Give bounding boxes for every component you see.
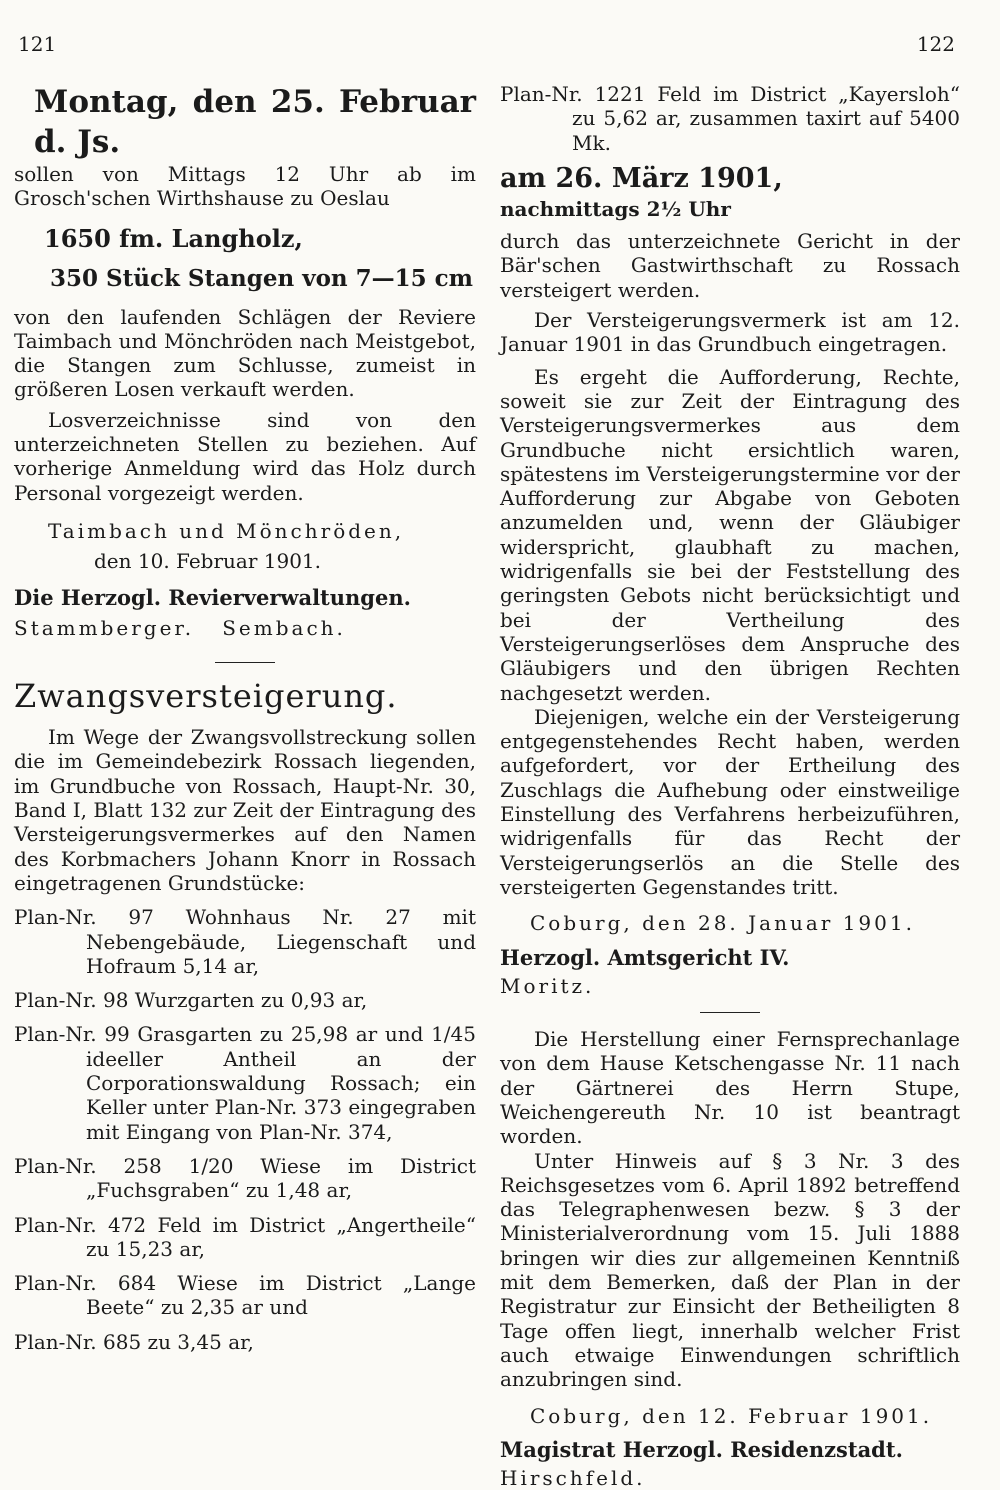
page-number-right: 122	[916, 32, 955, 56]
plot-item: Plan-Nr. 258 1/20 Wiese im District „Fuchsgraben“ zu 1,48 ar,	[14, 1153, 476, 1203]
auction-item-stangen: 350 Stück Stangen von 7—15 cm	[50, 264, 474, 292]
page-number-left: 121	[18, 32, 57, 56]
foreclosure-intro: Im Wege der Zwangsvollstreckung sollen die im Gemeindebezirk Rossach liegenden, im Grundbuche von Rossach, Haupt-Nr. 30, Band I, Blatt 132 zur Zeit der Eintragung des Versteigerungsvermerkes auf den Namen des Korbmachers Johann Knorr in Rossach eingetragenen Grundstücke:	[14, 725, 476, 895]
auction-title: Montag, den 25. Februar d. Js.	[34, 84, 476, 160]
auction-body: von den laufenden Schlägen der Reviere Taimbach und Mönchröden nach Meistgebot, die Stangen zum Schlusse, zumeist in größeren Losen verkauft werden.	[14, 304, 476, 402]
magistrate-place-date: Coburg, den 12. Februar 1901.	[530, 1403, 933, 1428]
auction-body-2: Losverzeichnisse sind von den unterzeichneten Stellen zu beziehen. Auf vorherige Anmeldung wird das Holz durch Personal vorgezeigt werden.	[14, 407, 476, 505]
plot-item: Plan-Nr. 684 Wiese im District „Lange Beete“ zu 2,35 ar und	[14, 1271, 476, 1320]
foreclosure-p3: Es ergeht die Aufforderung, Rechte, soweit sie zur Zeit der Eintragung des Versteigerungsvermerkes aus dem Grundbuche nicht ersichtlich waren, spätestens im Versteigerungstermine vor der Aufforderung zur Abgabe von Geboten anzumelden und, wenn der Gläubiger widerspricht, glaubhaft zu machen, widrigenfalls sie bei der Feststellung des geringsten Gebots nicht berücksichtigt und bei der Vertheilung des Versteigerungserlöses dem Anspruche des Gläubigers und den übrigen Rechten nachgesetzt werden.	[500, 364, 960, 705]
plot-list	[14, 905, 476, 1354]
foreclosure-title: Zwangsversteigerung.	[14, 677, 398, 716]
auction-date-line: am 26. März 1901,	[500, 162, 783, 194]
magistrate-signature: Magistrat Herzogl. Residenzstadt.	[500, 1436, 903, 1462]
court-name: Moritz.	[500, 973, 595, 998]
foreclosure-p2: Der Versteigerungsvermerk ist am 12. Januar 1901 in das Grundbuch eingetragen.	[500, 308, 960, 357]
plot-item: Plan-Nr. 98 Wurzgarten zu 0,93 ar,	[14, 988, 368, 1013]
auction-place: Taimbach und Mönchröden,	[48, 518, 405, 543]
auction-names: Stammberger. Sembach.	[14, 615, 346, 640]
court-signature: Herzogl. Amtsgericht IV.	[500, 944, 790, 970]
right-column	[500, 82, 960, 1490]
foreclosure-p4: Diejenigen, welche ein der Versteigerung entgegenstehendes Recht haben, werden aufgefordert, vor der Ertheilung des Zuschlags die Aufhebung oder einstweilige Einstellung des Verfahrens herbeizuführen, widrigenfalls für das Recht der Versteigerungserlös an die Stelle des versteigerten Gegenstandes tritt.	[500, 704, 960, 899]
divider	[215, 662, 275, 663]
auction-item-langholz: 1650 fm. Langholz,	[44, 223, 303, 253]
auction-time-line: nachmittags 2½ Uhr	[500, 196, 731, 221]
auction-date: den 10. Februar 1901.	[94, 549, 322, 574]
plot-item: Plan-Nr. 472 Feld im District „Angertheile“ zu 15,23 ar,	[14, 1212, 476, 1261]
foreclosure-p1: durch das unterzeichnete Gericht in der Bär'schen Gastwirthschaft zu Rossach versteigert werden.	[500, 229, 960, 302]
auction-signature: Die Herzogl. Revierverwaltungen.	[14, 584, 411, 610]
court-place-date: Coburg, den 28. Januar 1901.	[530, 911, 915, 936]
auction-intro: sollen von Mittags 12 Uhr ab im Grosch'schen Wirthshause zu Oeslau	[14, 162, 476, 211]
plot-item: Plan-Nr. 685 zu 3,45 ar,	[14, 1329, 254, 1354]
plot-item: Plan-Nr. 99 Grasgarten zu 25,98 ar und 1/45 ideeller Antheil an der Corporationswaldung Rossach; ein Keller unter Plan-Nr. 373 eingegraben mit Eingang von Plan-Nr. 374,	[14, 1022, 476, 1144]
left-column	[14, 82, 476, 1354]
divider	[700, 1012, 760, 1013]
magistrate-name: Hirschfeld.	[500, 1466, 646, 1490]
plot-item: Plan-Nr. 97 Wohnhaus Nr. 27 mit Nebengebäude, Liegenschaft und Hofraum 5,14 ar,	[14, 905, 476, 978]
plot-item-continued: Plan-Nr. 1221 Feld im District „Kayersloh“ zu 5,62 ar, zusammen taxirt auf 5400 Mk.	[500, 82, 960, 155]
telephone-p1: Die Herstellung einer Fernsprechanlage von dem Hause Ketschengasse Nr. 11 nach der Gärtnerei des Herrn Stupe, Weichengereuth Nr. 10 ist beantragt worden.	[500, 1027, 960, 1149]
telephone-p2: Unter Hinweis auf § 3 Nr. 3 des Reichsgesetzes vom 6. April 1892 betreffend das Telegraphenwesen bezw. § 3 der Ministerialverordnung vom 15. Juli 1888 bringen wir dies zur allgemeinen Kenntniß mit dem Bemerken, daß der Plan in der Registratur zur Einsicht der Betheiligten 8 Tage offen liegt, innerhalb welcher Frist auch etwaige Einwendungen schriftlich anzubringen sind.	[500, 1148, 960, 1392]
